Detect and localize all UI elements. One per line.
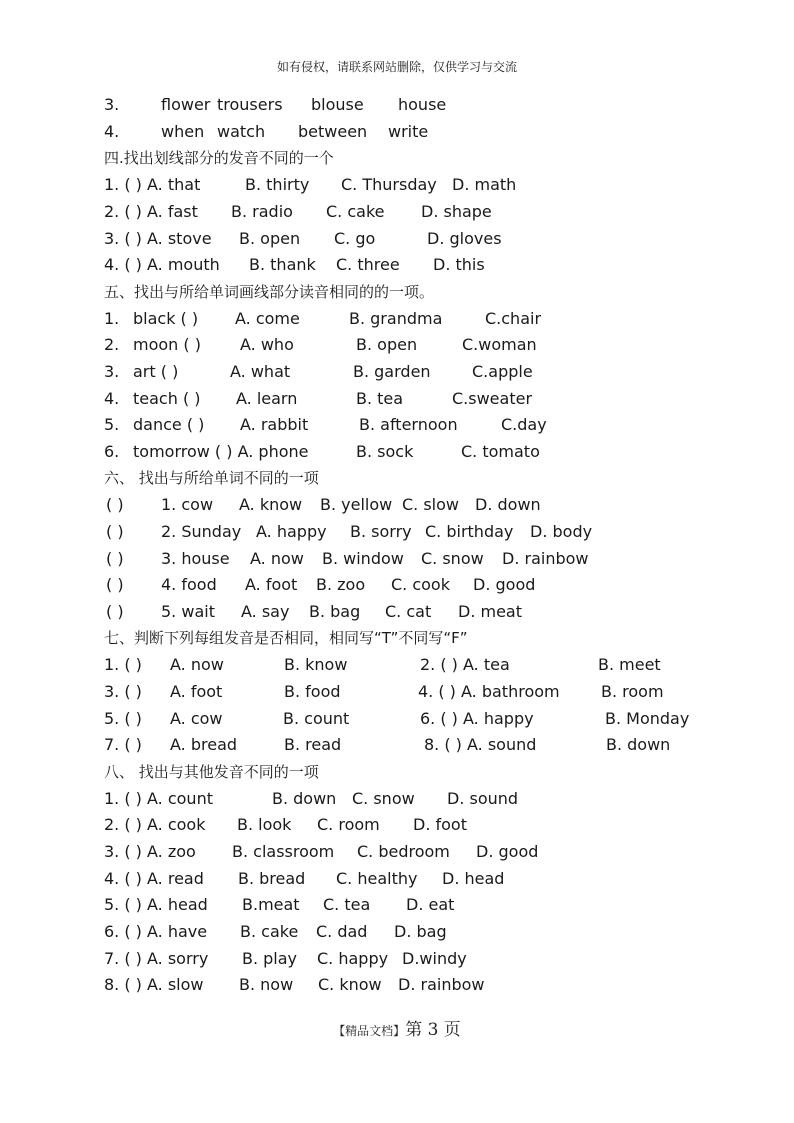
section-heading: 八、 找出与其他发音不同的一项 bbox=[104, 763, 319, 781]
section-heading: 六、 找出与所给单词不同的一项 bbox=[104, 469, 319, 487]
document-page: 如有侵权，请联系网站删除，仅供学习与交流 3. flower trousers blouse house 4. when watch between write 四.找出划线部分的发音不同的一个 1. ( ) A. that B. thirty C. Thursday D. math 2. ( ) A. fast B. radio C. cake D. shape 3. ( ) A. stove B. open C. go D. gloves 4. ( ) A. mouth B. thank C. three D. this 五、找出与所给单词画线部分读音相同的的一项。 1. black ( ) A. come B. grandma C.chair 2. moon ( ) A. who B. open C.woman 3. art ( ) A. what B. garden C.apple 4. teach ( ) A. learn B. tea C.sweater 5. dance ( ) A. rabbit B. afternoon C.day 6. tomorrow ( ) A. phone B. sock C. tomato 六、 找出与所给单词不同的一项 ( ) 1. cow A. know B. yellow C. slow D. down ( ) 2. Sunday A. happy B. sorry C. birthday D. body ( ) 3. house A. now B. window C. snow D. rainbow ( ) 4. food A. foot B. zoo C. cook D. good ( ) 5. wait A. say B. bag C. cat D. meat 七、判断下列每组发音是否相同，相同写“T”不同写“F” 1. ( ) A. now B. know 2. ( ) A. tea B. meet 3. ( ) A. foot B. food 4. ( ) A. bathroom B. room 5. ( ) A. cow B. count 6. ( ) A. happy B. Monday 7. ( ) A. bread B. read 8. ( ) A. sound B. down 八、 找出与其他发音不同的一项 1. ( ) A. count B. down C. snow D. sound 2. ( ) A. cook B. look C. room D. foot 3. ( ) A. zoo B. classroom C. bedroom D. good 4. ( ) A. read B. bread C. healthy D. head 5. ( ) A. head B.meat C. tea D. eat 6. ( ) A. have B. cake C. dad D. bag 7. ( ) A. sorry B. play C. happy D.windy 8. ( ) A. slow B. now C. know D. rainbow 【精品文档】第 3 页 bbox=[0, 0, 794, 1123]
page-header: 如有侵权，请联系网站删除，仅供学习与交流 bbox=[276, 60, 517, 74]
section-heading: 五、找出与所给单词画线部分读音相同的的一项。 bbox=[104, 283, 435, 301]
section-heading: 七、判断下列每组发音是否相同，相同写“T”不同写“F” bbox=[104, 629, 468, 647]
page-number: 第 3 页 bbox=[405, 1020, 461, 1040]
footer-tag: 【精品文档】 bbox=[333, 1024, 406, 1038]
section-heading: 四.找出划线部分的发音不同的一个 bbox=[104, 149, 334, 167]
page-footer bbox=[0, 1015, 794, 1040]
